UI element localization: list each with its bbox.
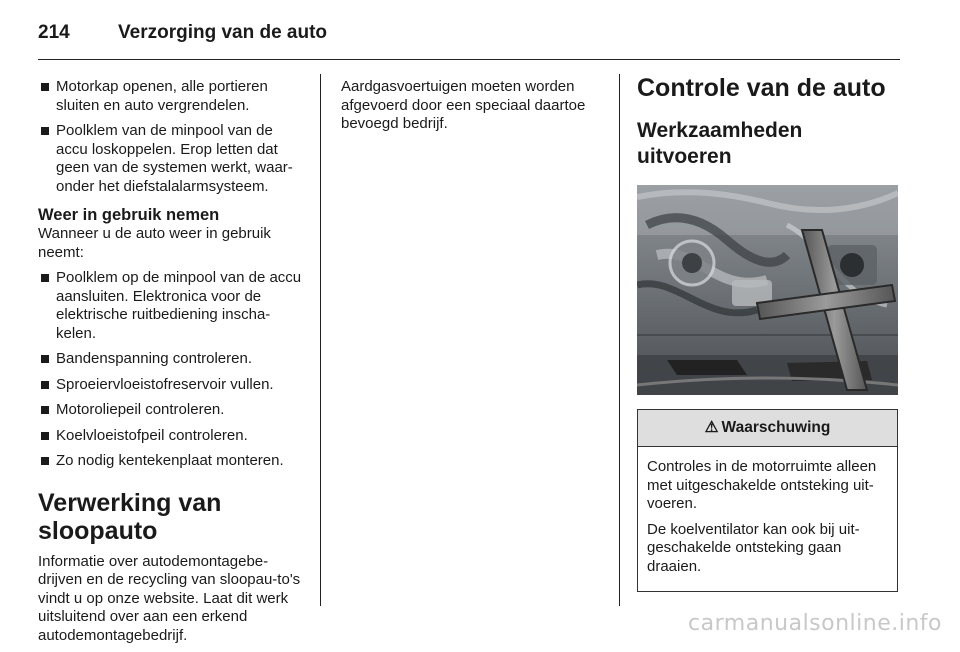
- list-item: Koelvloeistofpeil controleren.: [38, 427, 304, 446]
- paragraph: Aardgasvoertuigen moeten worden afgevoerd door een speciaal daartoe bevoegd bedrijf.: [341, 78, 586, 132]
- watermark: carmanualsonline.info: [688, 611, 942, 636]
- bullet-list-reuse: [38, 269, 304, 471]
- warning-title: Waarschuwing: [721, 418, 831, 436]
- list-item: Motorkap openen, alle portieren sluiten en auto vergrendelen.: [38, 78, 304, 115]
- page-number: 214: [38, 22, 70, 43]
- column-divider-1: [320, 74, 321, 606]
- list-item: Bandenspanning controleren.: [38, 350, 304, 369]
- list-item: Sproeiervloeistofreservoir vullen.: [38, 376, 304, 395]
- section-heading: Verwerking van sloopauto: [38, 488, 222, 545]
- list-item: Zo nodig kentekenplaat monteren.: [38, 452, 304, 471]
- list-item: Poolklem op de minpool van de accu aansluiten. Elektronica voor de elektrische ruitbediening inscha-kelen.: [38, 269, 304, 343]
- column-left: [38, 78, 304, 652]
- list-item: Motoroliepeil controleren.: [38, 401, 304, 420]
- section-subheading: Weer in gebruik nemen: [38, 206, 220, 224]
- paragraph: Informatie over autodemontagebe-drijven en de recycling van sloopau-to's vindt u op onze website. Laat dit werk uitsluitend over aan een erkend autodemontagebedrijf.: [38, 552, 301, 644]
- engine-bay-photo: [637, 185, 898, 395]
- warning-body: [638, 447, 897, 591]
- warning-triangle-icon: ⚠: [704, 418, 719, 436]
- section-heading: Controle van de auto: [637, 74, 886, 102]
- column-middle: [341, 78, 603, 141]
- column-divider-2: [619, 74, 620, 606]
- list-item: Poolklem van de minpool van de accu loskoppelen. Erop letten dat geen van de systemen werkt, waar-onder het diefstalalarmsysteem.: [38, 122, 304, 196]
- paragraph: Wanneer u de auto weer in gebruik neemt:: [38, 225, 271, 261]
- column-right: [637, 74, 900, 592]
- bullet-list-intro: [38, 78, 304, 196]
- paragraph: De koelventilator kan ook bij uit-geschakelde ontsteking gaan draaien.: [647, 520, 860, 575]
- warning-header: [638, 410, 897, 447]
- header-rule: [38, 59, 900, 60]
- chapter-title: Verzorging van de auto: [118, 22, 328, 43]
- section-subheading: Werkzaamheden uitvoeren: [637, 119, 803, 168]
- page-header: [38, 16, 327, 50]
- paragraph: Controles in de motorruimte alleen met uitgeschakelde ontsteking uit-voeren.: [647, 458, 877, 512]
- warning-box: [637, 409, 898, 592]
